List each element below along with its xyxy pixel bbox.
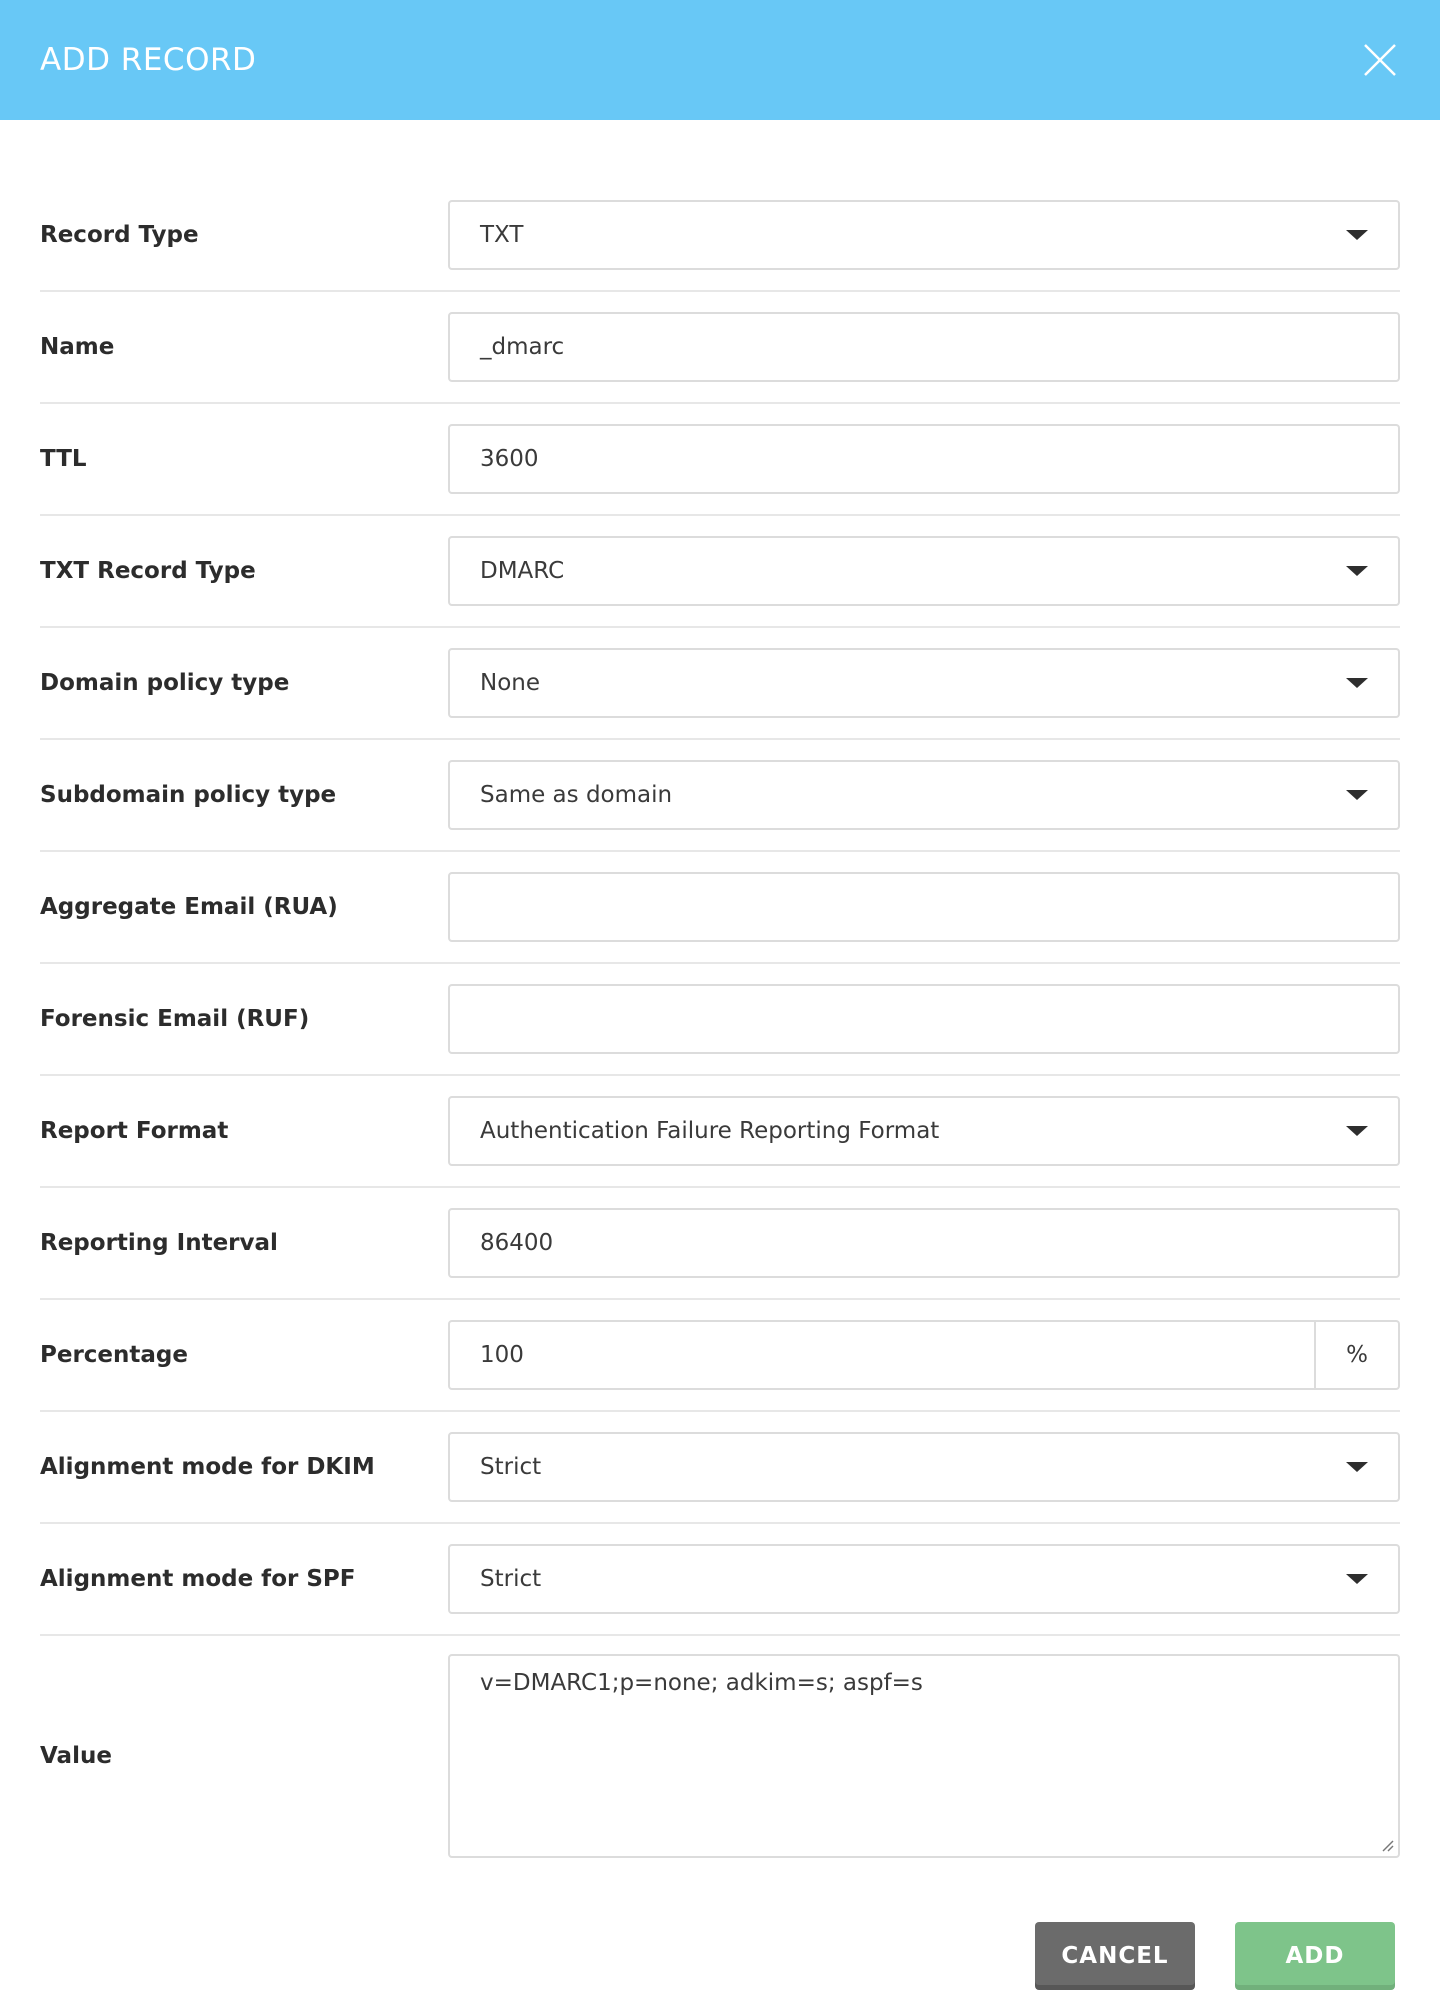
subdomain-policy-type-label: Subdomain policy type <box>40 782 337 808</box>
percentage-label: Percentage <box>40 1342 188 1368</box>
percentage-input[interactable] <box>448 1320 1316 1390</box>
reporting-interval-value: 86400 <box>480 1230 554 1256</box>
row-record-type <box>40 180 1400 292</box>
chevron-down-icon <box>1346 678 1368 688</box>
name-value: _dmarc <box>480 334 565 360</box>
value-textarea[interactable] <box>448 1654 1400 1858</box>
chevron-down-icon <box>1346 230 1368 240</box>
ttl-label: TTL <box>40 446 87 472</box>
chevron-down-icon <box>1346 566 1368 576</box>
txt-record-type-value: DMARC <box>480 558 565 584</box>
row-alignment-spf <box>40 1524 1400 1636</box>
row-subdomain-policy-type <box>40 740 1400 852</box>
value-label: Value <box>40 1743 112 1769</box>
row-reporting-interval <box>40 1188 1400 1300</box>
subdomain-policy-type-select[interactable] <box>448 760 1400 830</box>
chevron-down-icon <box>1346 1574 1368 1584</box>
resize-handle-icon[interactable] <box>1380 1838 1394 1852</box>
forensic-email-input[interactable] <box>448 984 1400 1054</box>
aggregate-email-label: Aggregate Email (RUA) <box>40 894 338 920</box>
reporting-interval-label: Reporting Interval <box>40 1230 278 1256</box>
name-label: Name <box>40 334 115 360</box>
value-text: v=DMARC1;p=none; adkim=s; aspf=s <box>480 1670 923 1696</box>
domain-policy-type-value: None <box>480 670 541 696</box>
alignment-spf-label: Alignment mode for SPF <box>40 1566 356 1592</box>
report-format-value: Authentication Failure Reporting Format <box>480 1118 940 1144</box>
aggregate-email-input[interactable] <box>448 872 1400 942</box>
row-alignment-dkim <box>40 1412 1400 1524</box>
row-percentage <box>40 1300 1400 1412</box>
row-aggregate-email <box>40 852 1400 964</box>
row-txt-record-type <box>40 516 1400 628</box>
close-button[interactable] <box>1360 40 1400 80</box>
reporting-interval-input[interactable] <box>448 1208 1400 1278</box>
row-name <box>40 292 1400 404</box>
txt-record-type-label: TXT Record Type <box>40 558 256 584</box>
chevron-down-icon <box>1346 1462 1368 1472</box>
close-icon <box>1363 43 1397 77</box>
report-format-label: Report Format <box>40 1118 229 1144</box>
txt-record-type-select[interactable] <box>448 536 1400 606</box>
dialog-footer <box>1035 1922 1395 1990</box>
ttl-value: 3600 <box>480 446 539 472</box>
alignment-dkim-value: Strict <box>480 1454 542 1480</box>
domain-policy-type-select[interactable] <box>448 648 1400 718</box>
chevron-down-icon <box>1346 1126 1368 1136</box>
percentage-value: 100 <box>480 1342 524 1368</box>
record-type-select[interactable] <box>448 200 1400 270</box>
name-input[interactable] <box>448 312 1400 382</box>
subdomain-policy-type-value: Same as domain <box>480 782 673 808</box>
row-domain-policy-type <box>40 628 1400 740</box>
dialog-title: ADD RECORD <box>40 42 257 78</box>
cancel-button[interactable]: CANCEL <box>1035 1922 1195 1990</box>
record-form <box>0 120 1440 1876</box>
record-type-value: TXT <box>480 222 524 248</box>
row-value <box>40 1636 1400 1876</box>
dialog-header <box>0 0 1440 120</box>
add-button[interactable]: ADD <box>1235 1922 1395 1990</box>
alignment-spf-select[interactable] <box>448 1544 1400 1614</box>
report-format-select[interactable] <box>448 1096 1400 1166</box>
domain-policy-type-label: Domain policy type <box>40 670 290 696</box>
row-forensic-email <box>40 964 1400 1076</box>
percent-addon: % <box>1316 1320 1400 1390</box>
record-type-label: Record Type <box>40 222 199 248</box>
row-ttl <box>40 404 1400 516</box>
chevron-down-icon <box>1346 790 1368 800</box>
alignment-dkim-label: Alignment mode for DKIM <box>40 1454 375 1480</box>
forensic-email-label: Forensic Email (RUF) <box>40 1006 310 1032</box>
percentage-input-group <box>448 1320 1400 1390</box>
alignment-dkim-select[interactable] <box>448 1432 1400 1502</box>
row-report-format <box>40 1076 1400 1188</box>
ttl-input[interactable] <box>448 424 1400 494</box>
alignment-spf-value: Strict <box>480 1566 542 1592</box>
